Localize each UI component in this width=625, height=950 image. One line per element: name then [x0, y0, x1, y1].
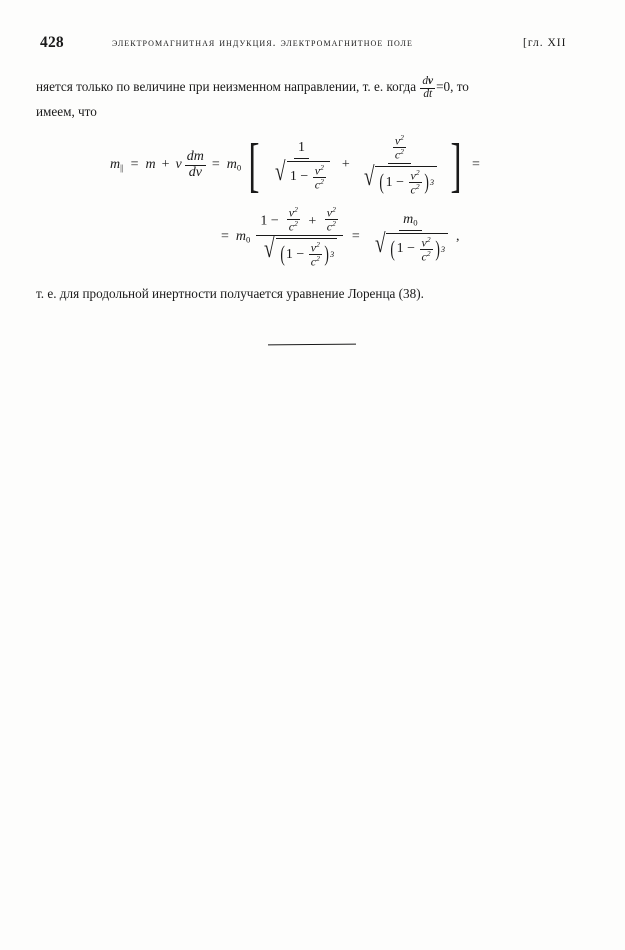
fraction-v2-c2-a: $\frac{v^2}{c^2}$ [314, 162, 324, 192]
symbol-m0-2: $m_0$ [235, 229, 251, 245]
symbol-v-1: v [175, 157, 182, 173]
radical-sign-icon: √ [374, 227, 386, 258]
symbol-m0-1: $m_0$ [226, 157, 242, 173]
bracket-right-icon: ] [450, 131, 462, 198]
radical-sign-icon: √ [363, 161, 375, 192]
equals-sign-4: = [221, 229, 229, 245]
paragraph-top-text-a: няется только по величине при неизменном направлении, т. е. когда [36, 79, 420, 94]
fraction-v2-c2-d: $\frac{v^2}{c^2}$ [326, 205, 336, 234]
equation-comma: , [456, 229, 460, 245]
radical-2: √ ( 1 − $\frac{v^2}{c^2}$ ) 3 [358, 164, 441, 198]
fraction-term-1: 1 √ 1 − $\frac{v^2}{c^2}$ [269, 138, 334, 193]
paragraph-top-text-b: =0, то [436, 79, 469, 94]
inline-fraction-dvdt: $\frac{dv}{dt}$ [422, 75, 434, 100]
equals-sign-1: = [130, 157, 139, 173]
running-head-chapter: [гл. XII [523, 37, 567, 49]
fraction-v2-c2-b: $\frac{v^2}{c^2}$ [388, 132, 411, 164]
fraction-term-2 [358, 132, 441, 199]
equals-sign-5: = [351, 229, 360, 245]
fraction-dm-dv: $\frac{dm}{dv}$ [186, 149, 204, 180]
equals-sign-3: = [471, 157, 480, 173]
page-folio: 428 [40, 34, 64, 51]
radical-3: √ ( 1 − $\frac{v^2}{c^2}$ ) 3 [258, 236, 341, 270]
symbol-m-1: m [145, 157, 156, 173]
radical-4: √ ( 1 − $\frac{v^2}{c^2}$ ) 3 [369, 231, 452, 265]
radical-1: √ 1 − $\frac{v^2}{c^2}$ [269, 159, 334, 193]
horizontal-rule [268, 344, 356, 346]
display-equation-1 [36, 132, 592, 199]
symbol-m-parallel: $m_{||}$ [110, 157, 124, 173]
fraction-term-4 [369, 210, 452, 265]
radical-sign-icon: √ [275, 155, 286, 186]
running-head [0, 34, 625, 54]
display-equation-2 [36, 204, 592, 271]
symbol-m0-3: $m_0$ [399, 210, 421, 231]
running-head-title: электромагнитная индукция. электромагнитное поле [112, 37, 413, 49]
fraction-term-3: 1 − $\frac{v^2}{c^2}$ + $\frac{v^2}{c^2}$ √ ( 1 − $\frac{v^2}{c^2}$ ) 3 [256, 204, 342, 271]
paragraph-top [36, 76, 592, 122]
paragraph-bottom: т. е. для продольной инертности получается уравнение Лоренца (38). [36, 286, 424, 301]
plus-sign-2: + [341, 157, 350, 173]
bracket-left-icon: [ [248, 131, 260, 198]
paragraph-top-line2: имеем, что [36, 103, 97, 119]
fraction-v2-c2-c: $\frac{v^2}{c^2}$ [288, 205, 298, 234]
equals-sign-2: = [211, 157, 220, 173]
plus-sign-1: + [161, 157, 170, 173]
radical-sign-icon: √ [264, 233, 275, 264]
